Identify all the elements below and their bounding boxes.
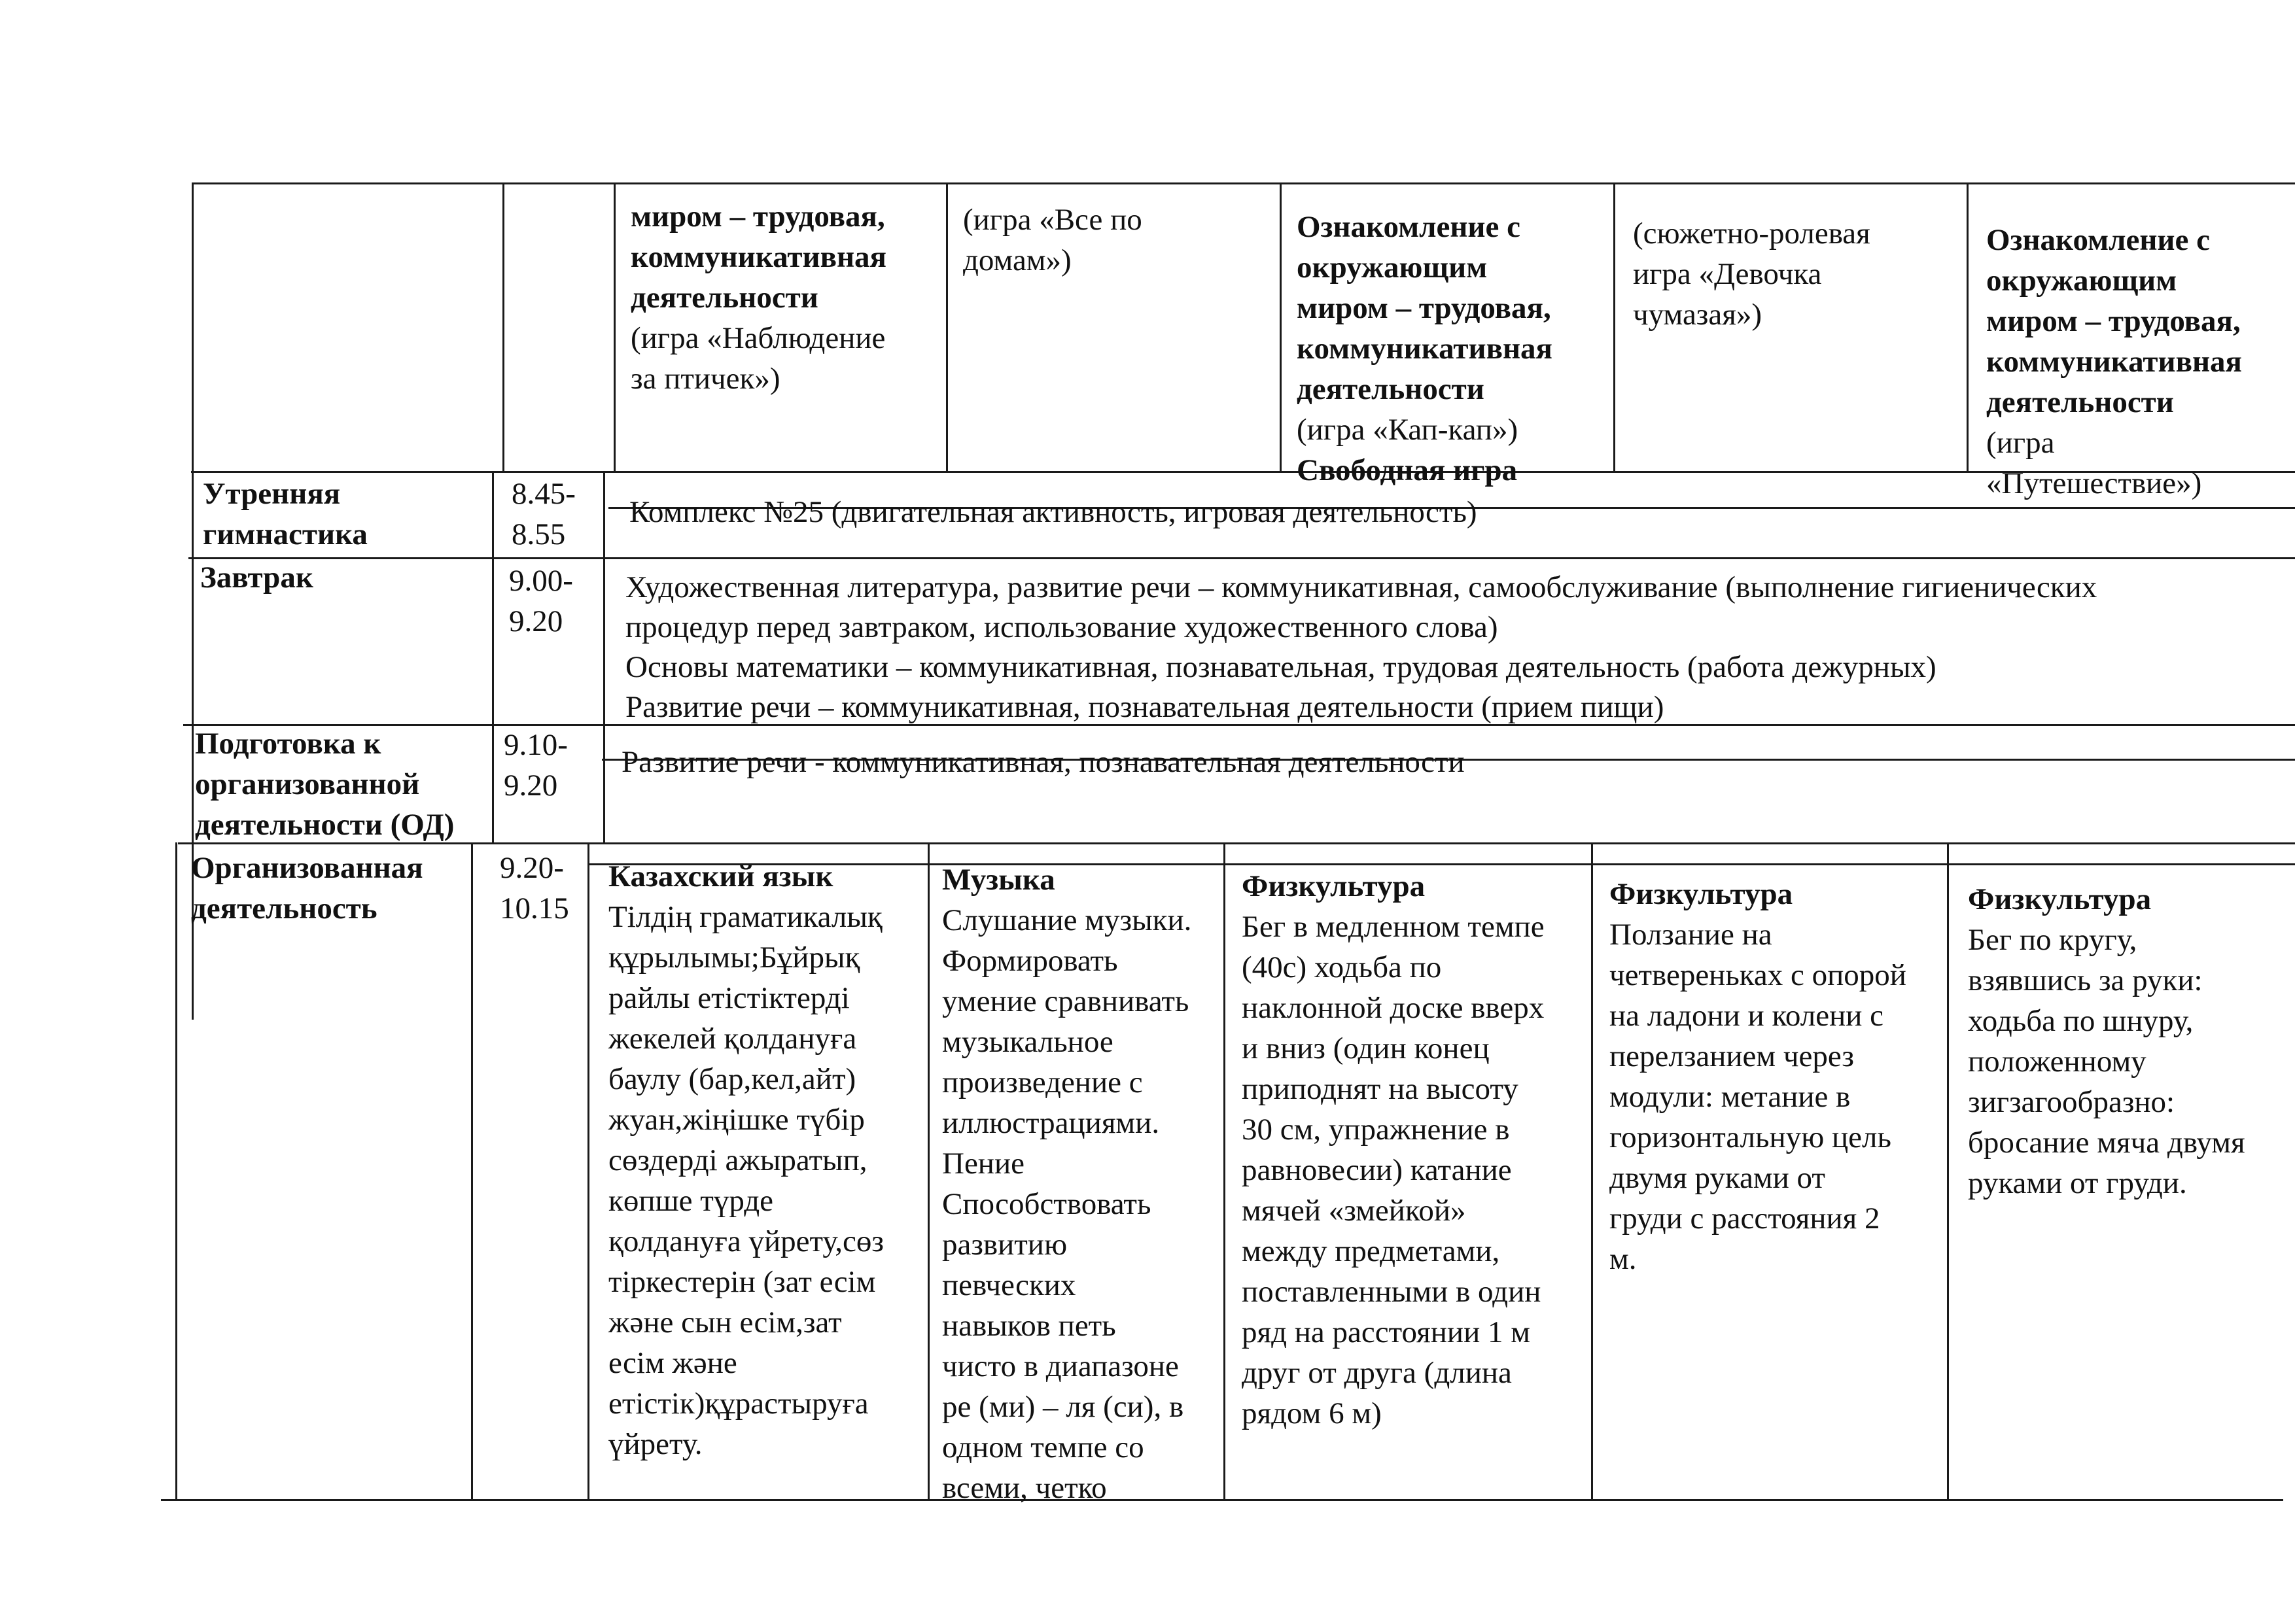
od-pe1-line-5: приподнят на высоту: [1242, 1072, 1518, 1106]
od-pe1-line-13: рядом 6 м): [1242, 1396, 1382, 1430]
time-column-border-low: [471, 842, 473, 1499]
od-music-line-8: Способствовать: [942, 1187, 1151, 1221]
od-music-line-6: иллюстрациями.: [942, 1106, 1160, 1140]
od-cell-pe-1: [1242, 866, 1588, 1434]
od-kazakh-line-4: жекелей қолдануға: [608, 1022, 857, 1056]
day4-border-od: [1591, 842, 1593, 1499]
cont-2-body-2: домам»): [963, 243, 1072, 277]
cont-5-head-4: коммуникативная: [1986, 345, 2242, 379]
content-column-border-mid: [603, 471, 605, 842]
cont-cell-3: [1297, 207, 1604, 491]
prep-text: [622, 742, 2257, 782]
cont-1-body-2: за птичек»): [631, 362, 780, 396]
od-pe2-line-1: Ползание на: [1609, 918, 1772, 952]
od-pe1-line-1: Бег в медленном темпе: [1242, 910, 1545, 944]
od-pe3-line-7: руками от груди.: [1968, 1166, 2187, 1200]
cont-cell-2: [963, 199, 1270, 281]
od-kazakh-line-8: көпше түрде: [608, 1184, 773, 1218]
cont-5-body-2: «Путешествие»): [1986, 466, 2202, 500]
od-music-line-3: умение сравнивать: [942, 984, 1189, 1018]
prep-label-1: Подготовка к: [195, 727, 381, 761]
od-pe1-line-2: (40с) ходьба по: [1242, 950, 1442, 984]
day2-border-top: [946, 182, 948, 471]
gym-time-1: 8.45-: [512, 477, 576, 511]
gym-label-1: Утренняя: [203, 477, 341, 511]
od-label-2: деятельность: [191, 891, 377, 925]
breakfast-text-3: Основы математики – коммуникативная, познавательная, трудовая деятельность (работа дежурных): [625, 650, 1936, 684]
od-music-line-15: всеми, четко: [942, 1471, 1107, 1505]
od-music-title: Музыка: [942, 863, 1055, 897]
prep-text-1: Развитие речи - коммуникативная, познавательная деятельности: [622, 745, 1465, 779]
prep-time-2: 9.20: [504, 769, 558, 803]
od-pe1-line-8: мячей «змейкой»: [1242, 1194, 1466, 1228]
day3-border-od: [1223, 842, 1225, 1499]
od-pe3-line-4: положенному: [1968, 1045, 2146, 1079]
cont-cell-5: [1986, 220, 2294, 504]
cont-3-head-2: окружающим: [1297, 251, 1488, 285]
od-kazakh-line-11: және сын есім,зат: [608, 1305, 842, 1339]
prep-time-1: 9.10-: [504, 728, 568, 762]
od-music-line-10: певческих: [942, 1268, 1076, 1302]
content-column-border-low: [587, 842, 589, 1499]
od-pe2-line-5: модули: метание в: [1609, 1080, 1851, 1114]
row-divider-od: [178, 842, 2295, 844]
cont-5-body-1: (игра: [1986, 426, 2055, 460]
od-time: [500, 848, 585, 929]
od-pe3-line-5: зигзагообразно:: [1968, 1085, 2175, 1119]
od-time-1: 9.20-: [500, 851, 564, 885]
od-pe1-line-7: равновесии) катание: [1242, 1153, 1512, 1187]
od-music-line-7: Пение: [942, 1147, 1025, 1181]
od-kazakh-line-14: үйрету.: [608, 1427, 703, 1461]
od-pe1-line-6: 30 см, упражнение в: [1242, 1113, 1510, 1147]
od-kazakh-line-12: есім және: [608, 1346, 737, 1380]
breakfast-time-1: 9.00-: [509, 564, 573, 598]
cont-1-head-2: коммуникативная: [631, 240, 886, 274]
cont-1-head-1: миром – трудовая,: [631, 199, 885, 233]
breakfast-text-4: Развитие речи – коммуникативная, познавательная деятельности (прием пищи): [625, 690, 1664, 724]
gym-time-2: 8.55: [512, 517, 566, 551]
od-pe2-line-2: четвереньках с опорой: [1609, 958, 1906, 992]
od-pe2-line-4: перелзанием через: [1609, 1039, 1854, 1073]
cont-5-head-1: Ознакомление с: [1986, 223, 2210, 257]
gym-text: [629, 492, 2278, 532]
cont-5-head-3: миром – трудовая,: [1986, 304, 2241, 338]
cont-4-body-3: чумазая»): [1633, 298, 1762, 332]
od-kazakh-line-13: етістік)құрастыруға: [608, 1387, 869, 1421]
od-pe3-line-2: взявшись за руки:: [1968, 963, 2203, 997]
day2-border-od: [928, 842, 930, 1499]
od-pe1-line-3: наклонной доске вверх: [1242, 991, 1545, 1025]
od-cell-pe-3: [1968, 879, 2292, 1203]
breakfast-time-2: 9.20: [509, 604, 563, 638]
row-divider-gym: [191, 471, 2295, 473]
breakfast-time: [509, 561, 601, 642]
od-pe3-line-6: бросание мяча двумя: [1968, 1126, 2245, 1160]
od-pe2-line-3: на ладони и колени с: [1609, 999, 1884, 1033]
od-cell-music: [942, 859, 1221, 1508]
breakfast-text: [625, 568, 2294, 727]
cont-1-body-1: (игра «Наблюдение: [631, 321, 886, 355]
cont-5-head-5: деятельности: [1986, 385, 2174, 419]
day4-border-top: [1613, 182, 1615, 471]
time-column-border: [502, 182, 504, 471]
od-cell-pe-2: [1609, 874, 1944, 1279]
od-music-line-9: развитию: [942, 1228, 1068, 1262]
day5-border-top: [1967, 182, 1969, 471]
od-label: [191, 848, 466, 929]
od-pe1-line-12: друг от друга (длина: [1242, 1356, 1512, 1390]
prep-label: [195, 723, 489, 845]
breakfast-text-2: процедур перед завтраком, использование художественного слова): [625, 610, 1498, 644]
content-column-border: [614, 182, 616, 471]
od-label-1: Организованная: [191, 851, 423, 885]
cont-2-body-1: (игра «Все по: [963, 203, 1142, 237]
od-kazakh-line-10: тіркестерін (зат есім: [608, 1265, 876, 1299]
od-kazakh-line-3: райлы етістіктерді: [608, 981, 850, 1015]
od-pe2-line-6: горизонтальную цель: [1609, 1120, 1891, 1154]
gym-text-1: Комплекс №25 (двигательная активность, игровая деятельность): [629, 495, 1477, 529]
od-music-line-4: музыкальное: [942, 1025, 1113, 1059]
od-pe2-line-7: двумя руками от: [1609, 1161, 1825, 1195]
od-kazakh-line-9: қолдануға үйрету,сөз: [608, 1224, 884, 1258]
day5-border-od: [1947, 842, 1949, 1499]
cont-3-body-1: (игра «Кап-кап»): [1297, 413, 1518, 447]
od-cell-kazakh: [608, 856, 925, 1464]
od-time-2: 10.15: [500, 891, 569, 925]
breakfast-text-1: Художественная литература, развитие речи – коммуникативная, самообслуживание (выполнение гигиенических: [625, 570, 2097, 604]
od-kazakh-line-2: құрылымы;Бұйрық: [608, 941, 860, 975]
od-pe2-line-8: груди с расстояния 2: [1609, 1201, 1880, 1235]
day3-border-top: [1280, 182, 1282, 471]
od-pe2-title: Физкультура: [1609, 877, 1793, 911]
breakfast-label: [200, 557, 488, 598]
prep-label-2: организованной: [195, 767, 420, 801]
od-music-line-2: Формировать: [942, 944, 1118, 978]
od-pe3-title: Физкультура: [1968, 882, 2152, 916]
gym-label: [203, 474, 497, 555]
prep-time: [504, 725, 595, 806]
cont-1-head-3: деятельности: [631, 281, 818, 315]
cont-3-tail-1: Свободная игра: [1297, 453, 1518, 487]
od-pe1-title: Физкультура: [1242, 869, 1426, 903]
od-pe1-line-10: поставленными в один: [1242, 1275, 1541, 1309]
breakfast-label-1: Завтрак: [200, 561, 313, 595]
od-music-line-13: ре (ми) – ля (си), в: [942, 1390, 1184, 1424]
prep-label-3: деятельности (ОД): [195, 808, 455, 842]
gym-time: [512, 474, 603, 555]
cont-cell-4: [1633, 213, 1960, 335]
od-pe1-line-11: ряд на расстоянии 1 м: [1242, 1315, 1530, 1349]
od-kazakh-line-7: сөздерді ажыратып,: [608, 1143, 867, 1177]
cont-3-head-3: миром – трудовая,: [1297, 291, 1551, 325]
table-left-border-lower: [175, 842, 177, 1499]
gym-label-2: гимнастика: [203, 517, 368, 551]
od-pe3-line-1: Бег по кругу,: [1968, 923, 2137, 957]
cont-3-head-5: деятельности: [1297, 372, 1484, 406]
table-top-border: [194, 182, 2295, 184]
od-kazakh-line-5: баулу (бар,кел,айт): [608, 1062, 856, 1096]
cont-cell-1: [631, 196, 938, 399]
od-kazakh-title: Казахский язык: [608, 859, 833, 893]
cont-3-head-4: коммуникативная: [1297, 332, 1552, 366]
cont-3-head-1: Ознакомление с: [1297, 210, 1520, 244]
cont-4-body-1: (сюжетно-ролевая: [1633, 216, 1870, 251]
od-kazakh-line-1: Тілдің граматикалық: [608, 900, 883, 934]
table-bottom-border: [161, 1499, 2283, 1501]
od-pe1-line-4: и вниз (один конец: [1242, 1031, 1490, 1065]
od-music-line-14: одном темпе со: [942, 1430, 1144, 1464]
od-music-line-5: произведение с: [942, 1065, 1143, 1099]
row-divider-breakfast: [188, 557, 2295, 559]
od-music-line-12: чисто в диапазоне: [942, 1349, 1179, 1383]
cont-5-head-2: окружающим: [1986, 264, 2177, 298]
od-pe1-line-9: между предметами,: [1242, 1234, 1500, 1268]
cont-4-body-2: игра «Девочка: [1633, 257, 1822, 291]
od-kazakh-line-6: жуан,жіңішке түбір: [608, 1103, 865, 1137]
od-music-line-1: Слушание музыки.: [942, 903, 1192, 937]
od-music-line-11: навыков петь: [942, 1309, 1116, 1343]
od-pe2-line-9: м.: [1609, 1242, 1637, 1276]
od-pe3-line-3: ходьба по шнуру,: [1968, 1004, 2194, 1038]
